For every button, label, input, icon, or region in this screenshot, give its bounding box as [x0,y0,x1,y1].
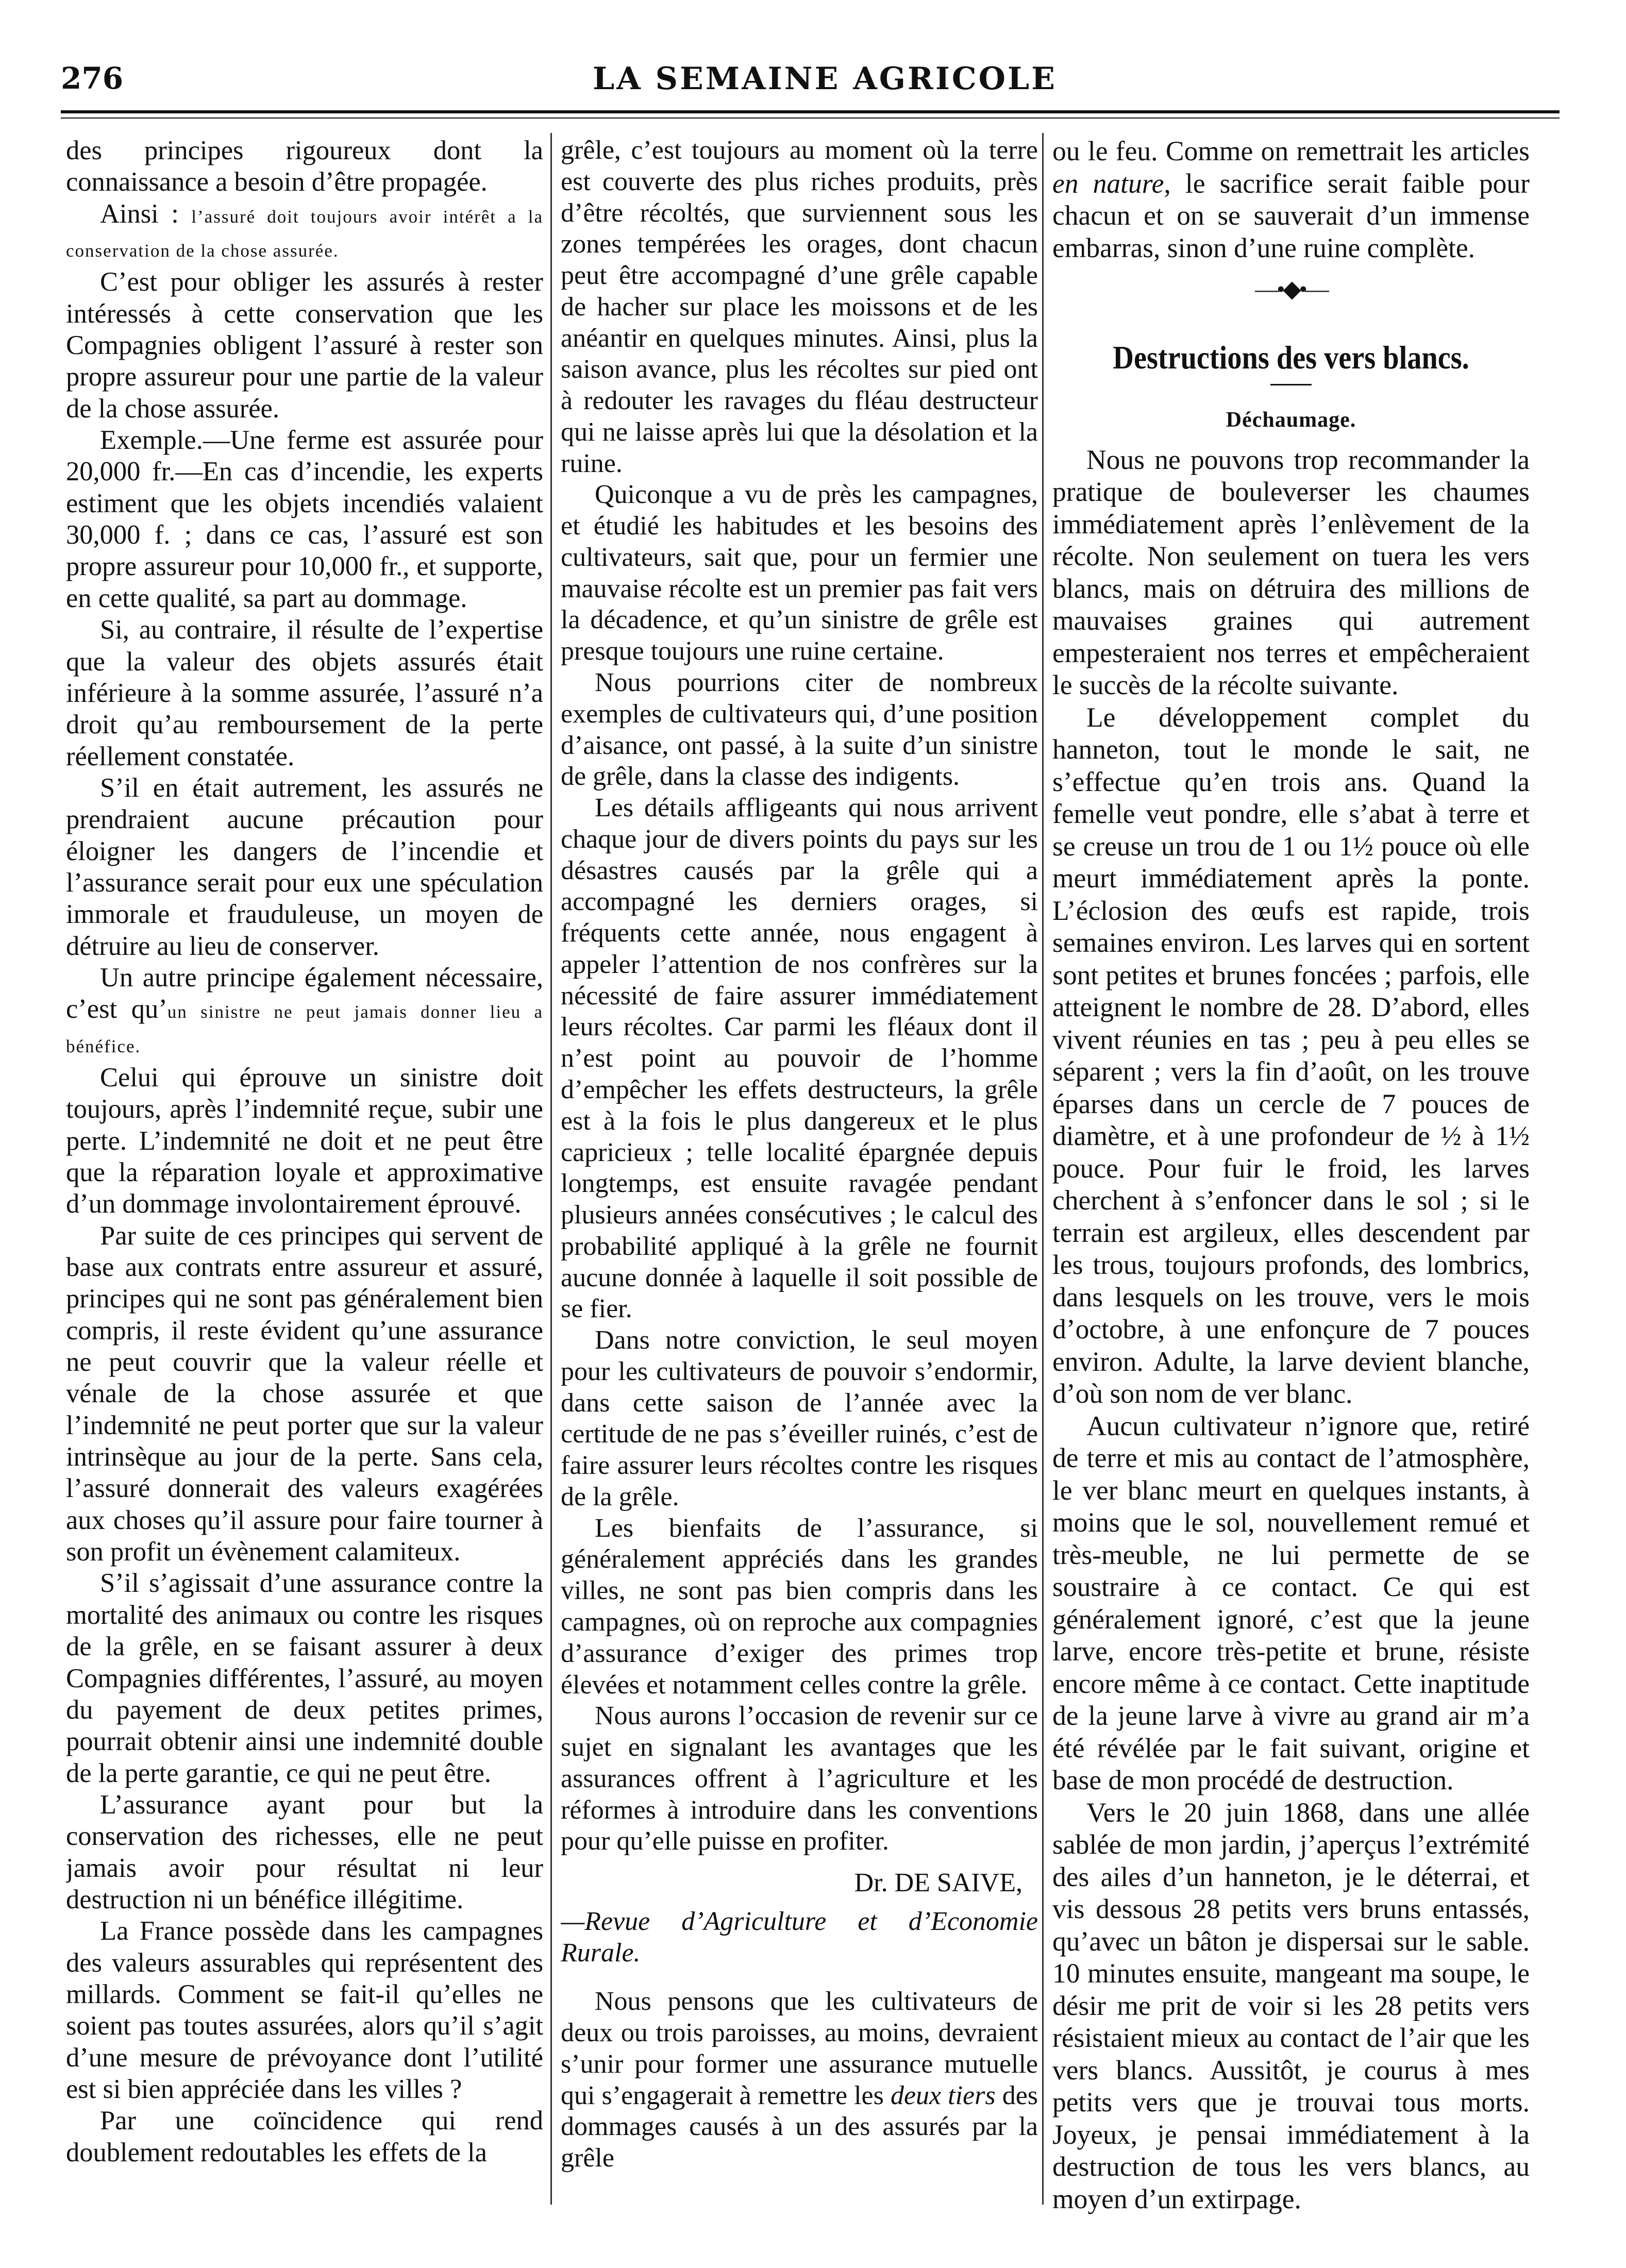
column-2 [561,135,1038,2238]
paragraph: Le développement complet du hanneton, tout le monde le sait, ne s’effectue qu’en trois ans. Quand la femelle veut pondre, elle s’abat à terre et se creuse un trou de 1 ou 1½ pouce où elle meurt immédiatement après la ponte. L’éclosion des œufs est rapide, trois semaines environ. Les larves qui en sortent sont petites et brunes foncées ; parfois, elle atteignent le nombre de 28. D’abord, elles vivent réunies en tas ; peu à peu elles se séparent ; vers la fin d’août, on les trouve éparses dans un cercle de 7 pouces de diamètre, et à une profondeur de ½ à 1½ pouce. Pour fuir le froid, les larves cherchent à s’enfoncer dans le sol ; si le terrain est argileux, elles descendent par les trous, toujours profonds, des lombrics, dans lesquels on les trouve, vers le mois d’octobre, à une enfonçure de 7 pouces environ. Adulte, la larve devient blanche, d’où son nom de ver blanc. [1052,701,1530,1409]
paragraph-text: Un autre principe également nécessaire, c’est qu’ [66,962,543,1024]
header-rule-thick [61,110,1560,113]
author-signature: Dr. DE SAIVE, [854,1868,1022,1898]
column-divider-1 [550,133,552,2205]
article-subheading: Déchaumage. [1226,408,1356,432]
column-1 [66,135,543,2238]
paragraph: Par suite de ces principes qui servent de base aux contrats entre assureur et assuré, principes qui ne sont pas généralement bien compris, il reste évident qu’une assurance ne peut couvrir que la valeur réelle et vénale de la chose assurée et que l’indemnité ne peut porter que sur la valeur intrinsèque au jour de la perte. Sans cela, l’assuré donnerait des valeurs exagérées aux choses qu’il assure pour faire tourner à son profit un évènement calamiteux. [66,1220,543,1567]
paragraph: C’est pour obliger les assurés à rester intéressés à cette conservation que les Compagnies obligent l’assuré à rester son propre assureur pour une partie de la valeur de la chose assurée. [66,267,543,424]
paragraph: Dans notre conviction, le seul moyen pour les cultivateurs de pouvoir s’endormir, dans cette saison de l’année avec la certitude de ne pas s’éveiller ruinés, c’est de faire assurer leurs récoltes contre les risques de la grêle. [561,1325,1038,1511]
paragraph: Les bienfaits de l’assurance, si généralement appréciés dans les grandes villes, ne sont pas bien compris dans les campagnes, où on reproche aux compagnies d’assurance d’exiger des primes trop élevées et notamment celles contre la grêle. [561,1513,1038,1700]
paragraph [66,962,543,1062]
masthead-title: LA SEMAINE AGRICOLE [593,61,1057,97]
paragraph: La France possède dans les campagnes des valeurs assurables qui représentent des millards. Comment se fait-il qu’elles ne soient pas toutes assurées, alors qu’il s’agit d’une mesure de prévoyance dont l’utilité est si bien appréciée dans les villes ? [66,1916,543,2104]
paragraph [561,1986,1038,2174]
paragraph-text: Ainsi : [100,198,192,229]
paragraph: Nous aurons l’occasion de revenir sur ce sujet en signalant les avantages que les assurances offrent à l’agriculture et les réformes à introduire dans les conventions pour qu’elle puisse en profiter. [561,1701,1038,1856]
paragraph: des principes rigoureux dont la connaissance a besoin d’être propagée. [66,136,543,197]
paragraph [66,198,543,267]
column-divider-2 [1042,133,1044,2205]
paragraph: Si, au contraire, il résulte de l’expertise que la valeur des objets assurés était inférieure à la somme assurée, l’assuré n’a droit qu’au remboursement de la perte réellement constatée. [66,615,543,771]
paragraph: Nous ne pouvons trop recommander la pratique de bouleverser les chaumes immédiatement après l’enlèvement de la récolte. Non seulement on tuera les vers blancs, mais on détruira des millions de mauvaises graines qui autrement empesteraient nos terres et empêcheraient le succès de la récolte suivante. [1052,444,1530,700]
paragraph: L’assurance ayant pour but la conservation des richesses, elle ne peut jamais avoir pour résultat ni leur destruction ni un bénéfice illégitime. [66,1789,543,1914]
paragraph: S’il s’agissait d’une assurance contre la mortalité des animaux ou contre les risques de la grêle, en se faisant assurer à deux Compagnies différentes, l’assuré, au moyen du payement de deux petites primes, pourrait obtenir ainsi une indemnité double de la perte garantie, ce qui ne peut être. [66,1568,543,1788]
paragraph-text: ou le feu. Comme on remettrait les articles [1052,136,1530,166]
page-number: 276 [61,61,124,96]
heading-rule [1270,384,1312,385]
column-3 [1052,135,1530,2238]
paragraph-text: Nous pensons que les cultivateurs de deux ou trois paroisses, au moins, devraient s’unir pour former une assurance mutuelle qui s’engagerait à remettre les [561,1987,1038,2110]
paragraph-text: des dommages causés à un des assurés par la grêle [561,2080,1038,2173]
source-citation: —Revue d’Agriculture et d’Economie Rurale. [561,1906,1038,1968]
paragraph: Par une coïncidence qui rend doublement redoutables les effets de la [66,2106,543,2168]
paragraph: S’il en était autrement, les assurés ne prendraient aucune précaution pour éloigner les dangers de l’incendie et l’assurance serait pour eux une spéculation immorale et frauduleuse, un moyen de détruire au lieu de conserver. [66,772,543,961]
header-rule-thin [61,117,1560,119]
paragraph: Exemple.—Une ferme est assurée pour 20,000 fr.—En cas d’incendie, les experts estiment que les objets incendiés valaient 30,000 f. ; dans ce cas, l’assuré est son propre assureur pour 10,000 fr., et supporte, en cette qualité, sa part au dommage. [66,425,543,613]
section-ornament: —•◆•— [1255,276,1327,302]
paragraph: Les détails affligeants qui nous arrivent chaque jour de divers points du pays sur les désastres causés par la grêle qui a accompagné les derniers orages, si fréquents cette année, nous engagent à appeler l’attention de nos confrères sur la nécessité de faire assurer immédiatement leurs récoltes. Car parmi les fléaux dont il n’est point au pouvoir de l’homme d’empêcher les effets destructeurs, la grêle est à la fois le plus dangereux et le plus capricieux ; telle localité épargnée depuis longtemps, est ensuite ravagée pendant plusieurs années consécutives ; le calcul des probabilité appliqué à la grêle ne fournit aucune donnée à laquelle il soit possible de se fier. [561,793,1038,1324]
paragraph: Vers le 20 juin 1868, dans une allée sablée de mon jardin, j’aperçus l’extrémité des ailes d’un hanneton, je le déterrai, et vis dessous 28 petits vers bruns entassés, qu’avec un bâton je dispersai sur le sable. 10 minutes ensuite, mangeant ma soupe, le désir me prit de voir si les 28 petits vers résistaient mieux au contact de l’air que les vers blancs. Aussitôt, je courus à mes petits vers que je trouvai tous morts. Joyeux, je pensai immédiatement à la destruction de tous les vers blancs, au moyen d’un extirpage. [1052,1796,1530,2214]
emphasis-text: en nature [1052,167,1164,199]
paragraph-text: , le sacrifice serait faible pour chacun et on se sauverait d’un immense embarras, sinon d’une ruine complète. [1052,167,1530,263]
small-caps-text: l’assuré doit toujours avoir intérêt a la conservation de la chose assurée. [66,206,543,261]
small-caps-text: un sinistre ne peut jamais donner lieu a bénéfice. [66,1002,543,1056]
paragraph: Nous pourrions citer de nombreux exemples de cultivateurs qui, d’une position d’aisance, ont passé, à la suite d’un sinistre de grêle, dans la classe des indigents. [561,668,1038,792]
paragraph: Celui qui éprouve un sinistre doit toujours, après l’indemnité reçue, subir une perte. L’indemnité ne doit et ne peut être que la réparation loyale et approximative d’un dommage involontairement éprouvé. [66,1062,543,1219]
paragraph: grêle, c’est toujours au moment où la terre est couverte des plus riches produits, près d’être récoltés, que surviennent sous les zones tempérées les orages, dont chacun peut être accompagné d’une grêle capable de hacher sur place les moissons et de les anéantir en quelques minutes. Ainsi, plus la saison avance, plus les récoltes sur pied ont à redouter les ravages du fléau destructeur qui ne laisse après lui que la désolation et la ruine. [561,136,1038,478]
article-heading: Destructions des vers blancs. [1113,339,1469,376]
emphasis-text: deux tiers [890,2080,996,2110]
paragraph: Quiconque a vu de près les campagnes, et étudié les habitudes et les besoins des cultivateurs, sait que, pour un fermier une mauvaise récolte est un premier pas fait vers la décadence, et qu’un sinistre de grêle est presque toujours une ruine certaine. [561,480,1038,666]
paragraph: Aucun cultivateur n’ignore que, retiré de terre et mis au contact de l’atmosphère, le ver blanc meurt en quelques instants, à moins que le sol, nouvellement remué et très-meuble, ne lui permette de se soustraire à ce contact. Ce qui est généralement ignoré, c’est que la jeune larve, encore très-petite et brune, résiste encore même à ce contact. Cette inaptitude de la jeune larve à vivre au grand air m’a été révélée par le fait suivant, origine et base de mon procédé de destruction. [1052,1410,1530,1795]
paragraph [1052,135,1530,264]
